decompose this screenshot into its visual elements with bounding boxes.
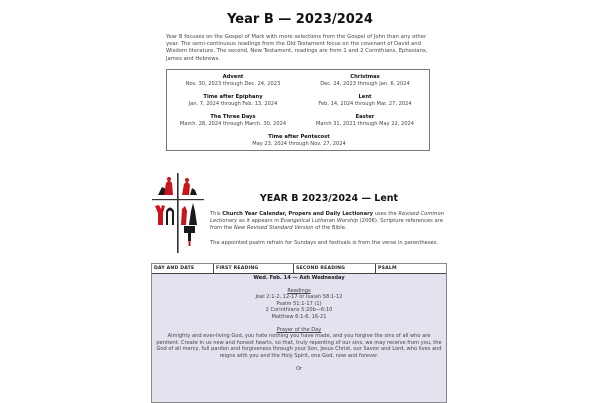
lectionary-description	[210, 211, 448, 232]
season-name: Christmas	[350, 74, 380, 80]
text-italic: Revised Common Lectionary	[210, 211, 444, 224]
church-year-logo-icon	[152, 173, 204, 253]
reading-item: 2 Corinthians 5:20b—6:10	[265, 307, 333, 314]
text-italic: New Revised Standard Version	[233, 225, 314, 231]
season-dates: Feb. 14, 2024 through Mar. 27, 2024	[318, 101, 412, 107]
or-label: Or	[295, 365, 303, 372]
header-second-reading: SECOND READING	[294, 264, 376, 273]
season-dates: May 23, 2024 through Nov. 27, 2024	[252, 141, 346, 147]
season-name: Time after Pentecost	[268, 134, 330, 140]
season-epiphany	[167, 94, 299, 108]
text: of the Bible.	[313, 225, 347, 231]
season-easter	[299, 114, 431, 128]
season-name: Easter	[355, 114, 375, 120]
season-three-days	[167, 114, 299, 128]
table-body	[152, 275, 446, 372]
seasons-box	[166, 69, 430, 151]
season-pentecost	[233, 134, 365, 148]
text: (2006). Scripture references are from the	[210, 218, 443, 231]
season-name: Time after Epiphany	[203, 94, 263, 100]
readings-label: Readings	[287, 287, 311, 294]
prayer-label: Prayer of the Day	[276, 326, 322, 333]
psalm-note: The appointed psalm refrain for Sundays and festivals is from the verse in parentheses.	[210, 240, 439, 246]
season-dates: Nov. 30, 2023 through Dec. 24, 2023	[185, 81, 281, 87]
prayer-text: Almighty and ever-living God, you hate nothing you have made, and you forgive the sins of all who are penitent. Create in us new and honest hearts, so that, truly repenting of our sins, we may receive from you, the God of all mercy, full pardon and forgiveness through your Son, Jesus Christ, our Savior and Lord, who lives and reigns with you and the Holy Spirit, one God, now and forever.	[156, 333, 442, 359]
season-dates: Jan. 7, 2024 through Feb. 13, 2024	[188, 101, 278, 107]
season-dates: March 31, 2021 through May 22, 2024	[316, 121, 414, 127]
text: uses the	[373, 211, 399, 217]
text: as it appears in	[237, 218, 281, 224]
text-bold: Church Year Calendar, Propers and Daily Lectionary	[222, 211, 374, 217]
season-dates: March. 28, 2024 through March. 30, 2024	[179, 121, 287, 127]
day-title: Wed. Feb. 14 — Ash Wednesday	[253, 275, 345, 281]
text-italic: Evangelical Lutheran Worship	[280, 218, 358, 224]
header-psalm: PSALM	[378, 266, 397, 271]
reading-item: Psalm 51:1-17 (1)	[276, 300, 322, 307]
header-day-date: DAY AND DATE	[152, 264, 214, 273]
reading-item: Joel 2:1-2, 12-17 or Isaiah 58:1-12	[255, 294, 343, 301]
page-title: Year B — 2023/2024	[227, 12, 373, 27]
intro-text: Year B focuses on the Gospel of Mark with more selections from the Gospel of John than any other year. The semi-continuous readings from the Old Testament focus on the covenant of David and Wisdom literature. The second, New Testament, readings are from 1 and 2 Corinthians, Ephesians, James and Hebrews.	[166, 34, 428, 62]
season-lent	[299, 94, 431, 108]
season-name: Lent	[358, 94, 372, 100]
text: This	[210, 211, 223, 217]
season-advent	[167, 74, 299, 88]
lectionary-table	[151, 263, 447, 403]
season-name: The Three Days	[210, 114, 256, 120]
reading-item: Matthew 6:1-6, 16-21	[271, 313, 327, 320]
lent-title: YEAR B 2023/2024 — Lent	[259, 193, 399, 204]
header-first-reading: FIRST READING	[214, 264, 294, 273]
season-christmas	[299, 74, 431, 88]
season-name: Advent	[222, 74, 244, 80]
table-header	[152, 264, 446, 274]
season-dates: Dec. 24, 2023 through Jan. 6, 2024	[320, 81, 410, 87]
